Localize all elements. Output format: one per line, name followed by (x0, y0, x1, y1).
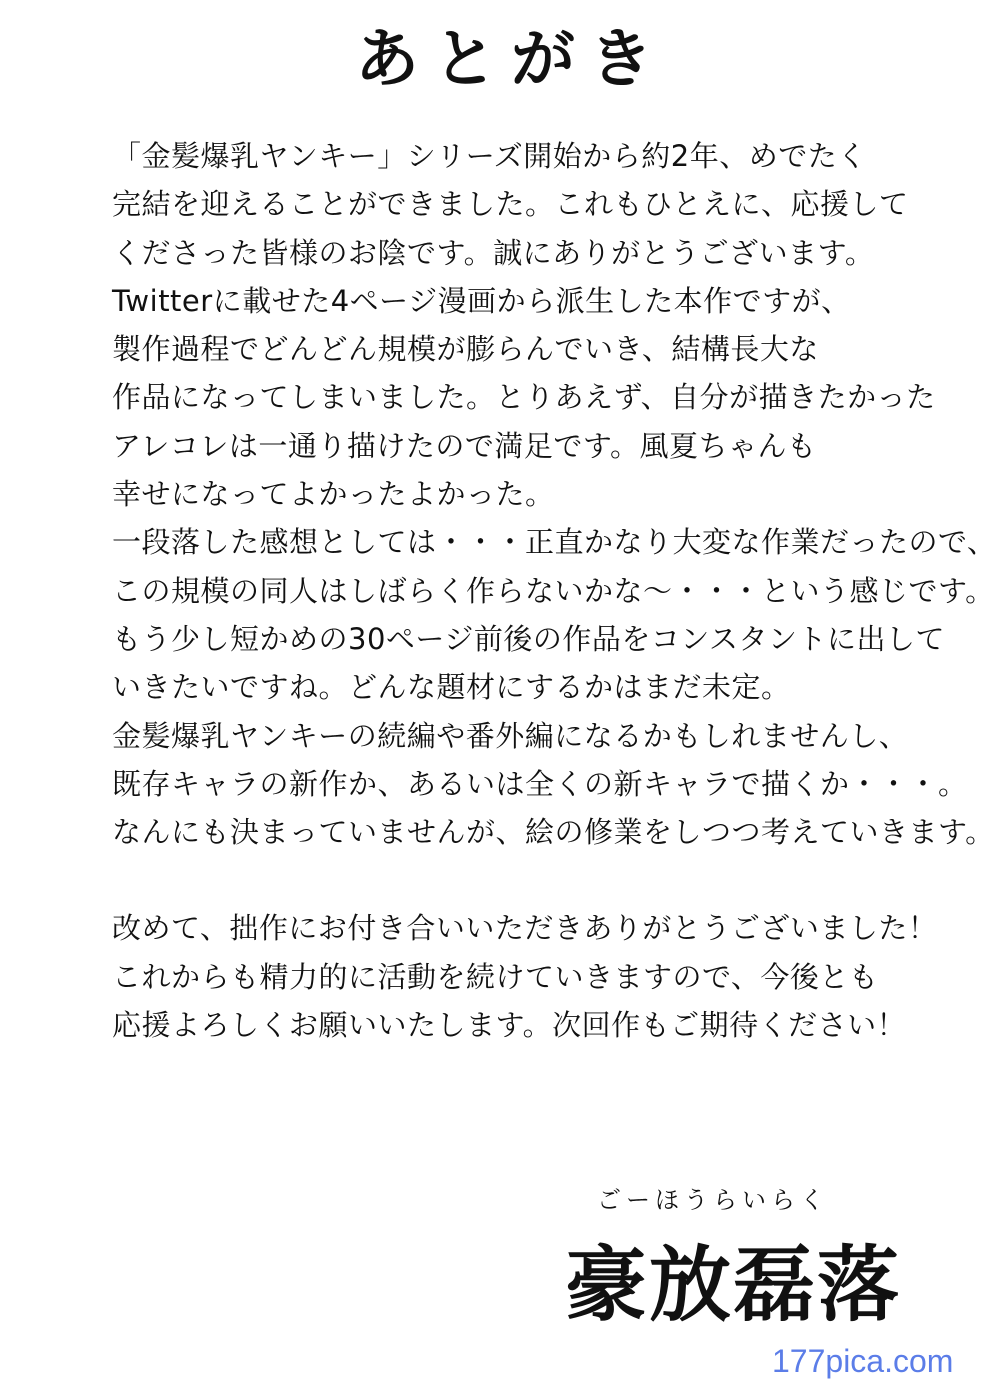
text-line: Twitterに載せた4ページ漫画から派生した本作ですが、 (112, 283, 851, 318)
text-line: 完結を迎えることができました。これもひとえに、応援して (112, 187, 909, 222)
text-line: くださった皆様のお陰です。誠にありがとうございます。 (112, 235, 875, 270)
text-line: 幸せになってよかったよかった。 (112, 477, 555, 512)
text-line: 応援よろしくお願いいたします。次回作もご期待ください！ (112, 1008, 907, 1043)
page-title: あとがき (355, 23, 667, 97)
paragraph-2 (112, 904, 938, 1049)
text-line: これからも精力的に活動を続けていきますので、今後とも (112, 959, 879, 994)
text-line: 「金髪爆乳ヤンキー」シリーズ開始から約2年、めでたく (112, 139, 867, 173)
text-line: もう少し短かめの30ページ前後の作品をコンスタントに出して (112, 621, 945, 656)
text-line: 一段落した感想としては・・・正直かなり大変な作業だったので、 (112, 525, 997, 560)
author-signature (565, 1180, 925, 1333)
text-line: 作品になってしまいました。とりあえず、自分が描きたかった (112, 380, 936, 415)
signature-furigana: ごーほうらいらく (597, 1186, 829, 1214)
text-line: いきたいですね。どんな題材にするかはまだ未定。 (112, 670, 791, 705)
text-line: 製作過程でどんどん規模が膨らんでいき、結構長大な (112, 332, 819, 367)
signature-name: 豪放磊落 (565, 1237, 902, 1333)
text-line: 改めて、拙作にお付き合いいただきありがとうございました！ (112, 911, 938, 946)
site-watermark: 177pica.com (772, 1343, 954, 1379)
paragraph-gap (112, 856, 902, 904)
paragraph-1 (112, 132, 997, 856)
text-line: なんにも決まっていませんが、絵の修業をしつつ考えていきます。 (112, 815, 995, 850)
text-line: この規模の同人はしばらく作らないかな～・・・という感じです。 (112, 573, 995, 608)
text-line: アレコレは一通り描けたので満足です。風夏ちゃんも (112, 428, 817, 463)
text-line: 既存キャラの新作か、あるいは全くの新キャラで描くか・・・。 (112, 766, 968, 801)
text-line: 金髪爆乳ヤンキーの続編や番外編になるかもしれませんし、 (112, 718, 909, 753)
afterword-body (112, 132, 997, 1049)
